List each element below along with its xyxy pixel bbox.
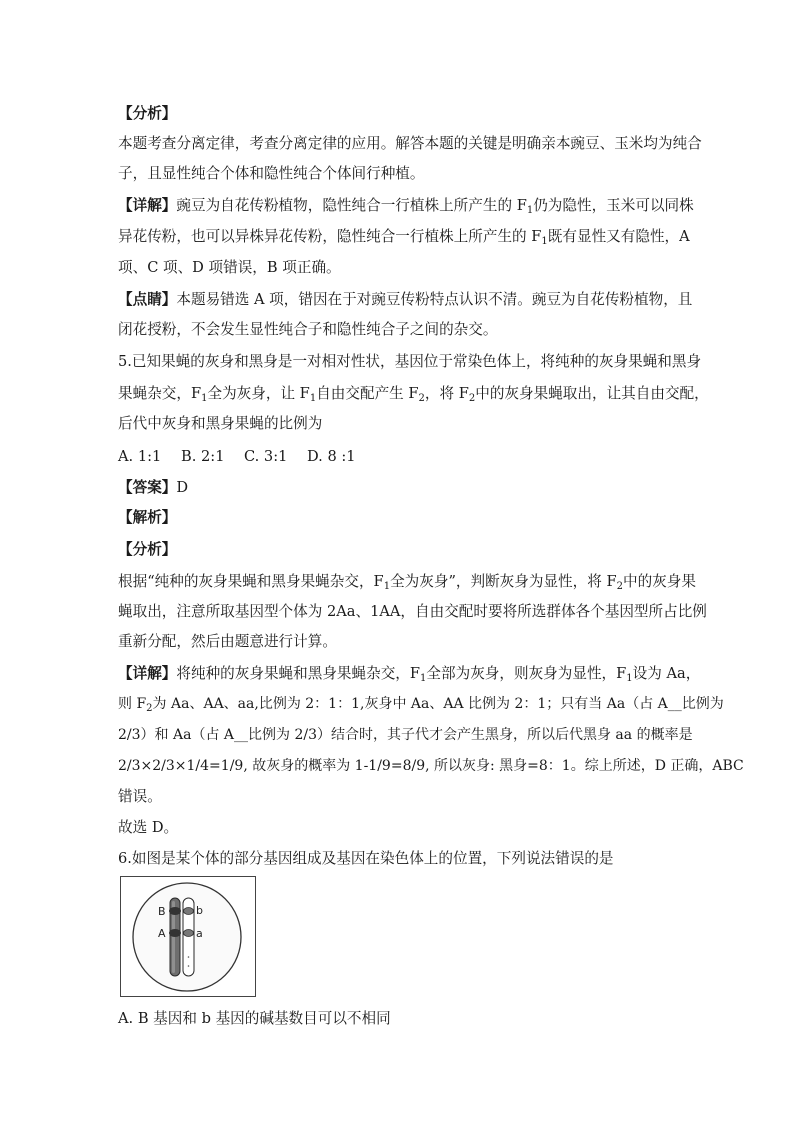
- label-a: a: [196, 927, 203, 940]
- text-run: 全部为灰身，则灰身为显性，F: [426, 665, 627, 682]
- locus-B: [169, 907, 181, 915]
- question-5-options: [118, 447, 356, 467]
- chromosome-figure: [120, 876, 256, 997]
- label-A: A: [158, 927, 166, 940]
- chromosome-diagram: [121, 877, 255, 996]
- analysis-text: 子，且显性纯合个体和隐性纯合个体间行种植。: [118, 165, 425, 182]
- option-b: B. 2:1: [181, 448, 225, 465]
- question-5-stem: 后代中灰身和黑身果蝇的比例为: [118, 415, 323, 432]
- answer-line: [118, 478, 188, 498]
- detail-text: 2/3）和 Aa（占 A__比例为 2/3）结合时，其子代才会产生黑身，所以后代黑身 aa 的概率是: [118, 727, 693, 743]
- locus-a: [184, 930, 194, 937]
- subscript: 1: [541, 236, 548, 247]
- subscript: 2: [418, 393, 425, 404]
- answer-value: D: [176, 479, 189, 496]
- label-b: b: [196, 904, 203, 917]
- text-run: 中的灰身果: [622, 573, 696, 590]
- detail-text: [118, 227, 690, 247]
- text-run: 豌豆为自花传粉植物，隐性纯合一行植株上所产生的 F: [176, 197, 527, 214]
- tip-paragraph: [118, 290, 692, 310]
- text-run: 全为灰身”，判断灰身为显性，将 F: [390, 573, 617, 590]
- detail-text: [118, 694, 724, 714]
- subscript: 1: [526, 205, 534, 216]
- analysis-heading: 【分析】: [118, 105, 177, 122]
- answer-heading: 【答案】: [118, 479, 177, 496]
- text-run: 为 Aa、AA、aa,比例为 2：1：1,灰身中 Aa、AA 比例为 2：1；只有当 Aa（占 A__比例为: [152, 696, 724, 712]
- text-run: 设为 Aa，: [632, 665, 701, 682]
- text-run: 自由交配产生 F: [316, 385, 419, 402]
- question-6-stem: 6.如图是某个体的部分基因组成及基因在染色体上的位置，下列说法错误的是: [118, 850, 614, 867]
- subscript: 1: [626, 673, 633, 684]
- analysis-heading: 【分析】: [118, 541, 177, 558]
- tip-text: 闭花授粉，不会发生显性纯合子和隐性纯合子之间的杂交。: [118, 321, 498, 338]
- locus-b: [184, 908, 194, 915]
- question-6-option-a: A. B 基因和 b 基因的碱基数目可以不相同: [118, 1010, 391, 1027]
- tip-heading: 【点睛】: [118, 291, 177, 308]
- explanation-heading: 【解析】: [118, 509, 177, 526]
- subscript: 2: [616, 581, 623, 592]
- text-run: 中的灰身果蝇取出，让其自由交配，: [475, 385, 709, 402]
- conclusion-text: 故选 D。: [118, 819, 179, 836]
- text-run: 果蝇杂交，F: [118, 385, 202, 402]
- detail-text: 2/3×2/3×1/4=1/9, 故灰身的概率为 1-1/9=8/9, 所以灰身: 黑身=8：1。综上所述，D 正确，ABC: [118, 758, 744, 774]
- question-5-stem: [118, 384, 709, 404]
- subscript: 1: [383, 581, 391, 592]
- analysis-text: 重新分配，然后由题意进行计算。: [118, 633, 337, 650]
- detail-text: 项、C 项、D 项错误，B 项正确。: [118, 259, 341, 276]
- subscript: 1: [420, 673, 427, 684]
- option-c: C. 3:1: [244, 448, 288, 465]
- text-run: 则 F: [118, 696, 147, 712]
- text-run: 仍为隐性，玉米可以同株: [533, 197, 694, 214]
- text-run: 将纯种的灰身果蝇和黑身果蝇杂交，F: [176, 665, 421, 682]
- text-run: 根据“纯种的灰身果蝇和黑身果蝇杂交，F: [118, 573, 384, 590]
- text-run: ，将 F: [424, 385, 469, 402]
- text-run: 全为灰身，让 F: [207, 385, 310, 402]
- subscript: 2: [146, 703, 153, 714]
- detail-heading: 【详解】: [118, 665, 177, 682]
- question-5-stem: 5.已知果蝇的灰身和黑身是一对相对性状，基因位于常染色体上，将纯种的灰身果蝇和黑身: [118, 353, 702, 370]
- text-run: 本题易错选 A 项，错因在于对豌豆传粉特点认识不清。豌豆为自花传粉植物，且: [176, 291, 693, 308]
- option-a: A. 1:1: [118, 448, 162, 465]
- detail-heading: 【详解】: [118, 197, 177, 214]
- text-run: 既有显性又有隐性，A: [547, 228, 690, 245]
- text-run: 异花传粉，也可以异株异花传粉，隐性纯合一行植株上所产生的 F: [118, 228, 542, 245]
- locus-dot: [188, 965, 190, 967]
- analysis-text: [118, 572, 696, 592]
- locus-A: [169, 929, 181, 937]
- analysis-text: 本题考查分离定律，考查分离定律的应用。解答本题的关键是明确亲本豌豆、玉米均为纯合: [118, 135, 702, 152]
- detail-paragraph: [118, 196, 694, 216]
- label-B: B: [158, 905, 166, 918]
- detail-text: 错误。: [118, 788, 162, 805]
- detail-paragraph: [118, 664, 700, 684]
- subscript: 1: [309, 393, 317, 404]
- locus-dot: [188, 956, 190, 958]
- subscript: 2: [468, 393, 476, 404]
- analysis-text: 蝇取出，注意所取基因型个体为 2Aa、1AA，自由交配时要将所选群体各个基因型所占比例: [118, 603, 707, 620]
- subscript: 1: [201, 393, 208, 404]
- option-d: D. 8 :1: [307, 448, 356, 465]
